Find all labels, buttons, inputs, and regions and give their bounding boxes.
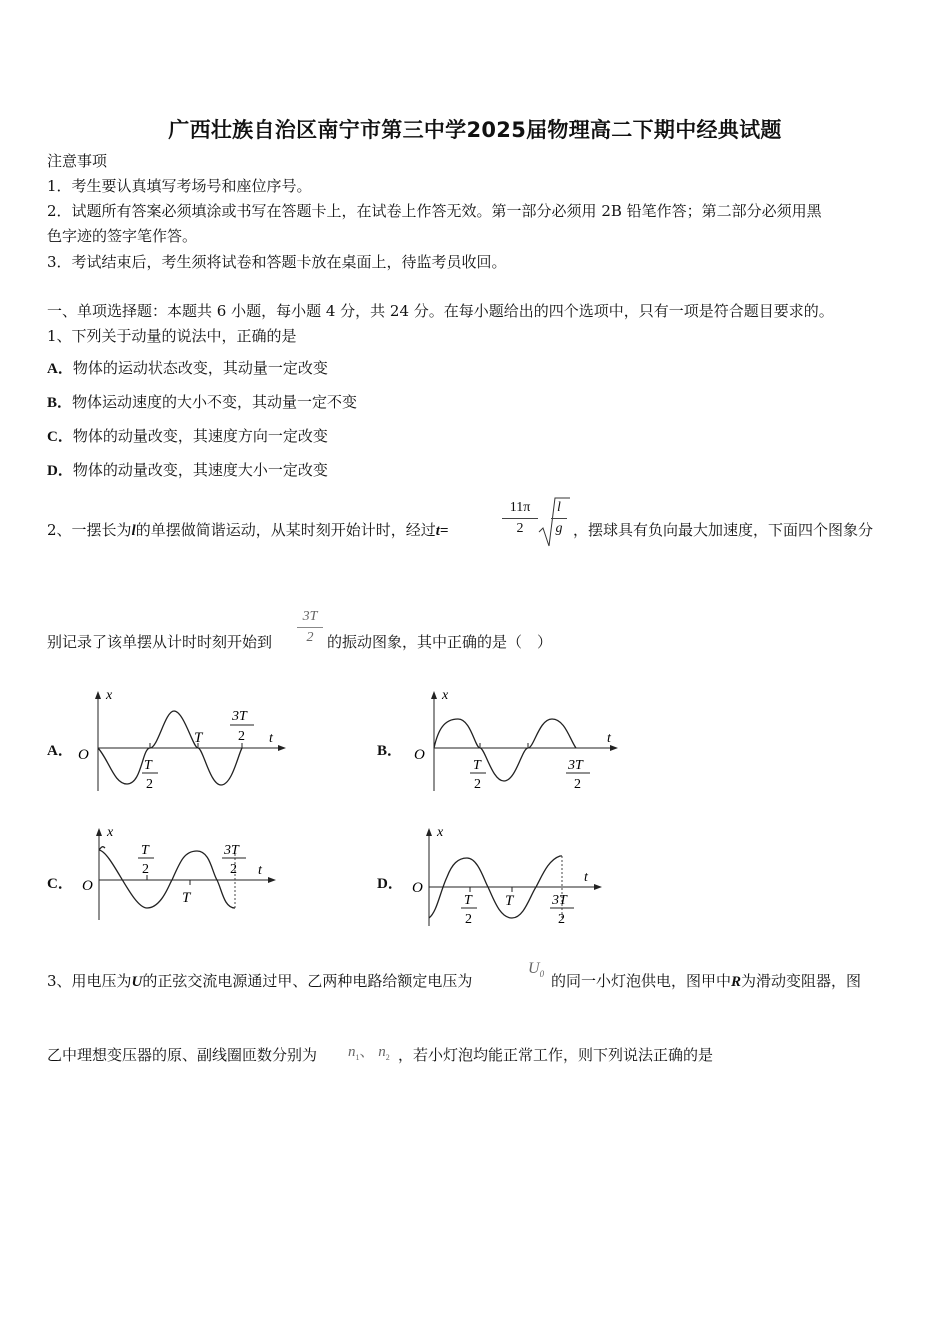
graph-d [402, 822, 612, 932]
q3-stem-line1a [47, 974, 472, 990]
q1-option-a [47, 361, 328, 377]
q2-frac-3t-2 [297, 609, 323, 646]
q2-frac2-den: 2 [306, 630, 314, 645]
graph-b-origin: O [414, 747, 425, 763]
q1-option-b [47, 395, 357, 411]
q3-u0 [528, 960, 544, 979]
graph-c-three-den: 2 [230, 862, 237, 877]
graph-a-label: A． [47, 743, 73, 759]
graph-d-three-den: 2 [558, 912, 565, 927]
graph-c-three-num: 3T [224, 843, 239, 858]
q3-n1-sub: 1 [355, 1053, 360, 1062]
graph-d-origin: O [412, 880, 423, 896]
notice-item-1: 1．考生要认真填写考场号和座位序号。 [47, 177, 312, 195]
graph-b-three-num: 3T [568, 758, 583, 773]
q3-stem-a: 3、用电压为 [47, 972, 132, 990]
graph-d-three-num: 3T [552, 893, 567, 908]
graph-d-t-label: T [505, 893, 514, 909]
graph-b-three-den: 2 [574, 777, 581, 792]
graph-b-yaxis: x [442, 688, 449, 703]
q2-frac-num: 11π [502, 500, 538, 519]
q3-n1-n2 [348, 1040, 390, 1062]
q3-stem-line1b [551, 974, 861, 990]
q1-option-c-label: C． [47, 429, 73, 445]
q2-t-var: t= [435, 523, 449, 539]
graph-a-half-num: T [144, 758, 152, 773]
graph-a-origin: O [78, 747, 89, 763]
notice-item-2-cont: 色字迹的签字笔作答。 [47, 227, 198, 245]
q2-frac2-num: 3T [297, 609, 323, 628]
notice-heading: 注意事项 [47, 152, 108, 170]
q2-l-var: l [131, 523, 136, 539]
page-title: 广西壮族自治区南宁市第三中学2025届物理高二下期中经典试题 [168, 118, 782, 142]
graph-b [408, 685, 628, 795]
q2-line2-b: 的振动图象，其中正确的是（ ） [327, 633, 553, 651]
graph-a-three-den: 2 [238, 729, 245, 744]
q3-u-var: U [131, 974, 143, 990]
graph-b-xaxis: t [607, 731, 611, 746]
graph-d-half-den: 2 [465, 912, 472, 927]
q3-u0-var: U [528, 960, 540, 977]
graph-a-three-num: 3T [232, 709, 247, 724]
q1-option-d [47, 463, 328, 479]
q1-option-c-text: 物体的动量改变，其速度方向一定改变 [72, 427, 328, 445]
graph-c-half-num: T [141, 843, 149, 858]
q1-option-a-text: 物体的运动状态改变，其动量一定改变 [72, 359, 328, 377]
q1-option-a-label: A． [47, 361, 73, 377]
q3-stem-c: 的同一小灯泡供电，图甲中 [551, 972, 732, 990]
graph-c-yaxis: x [107, 825, 114, 840]
graph-b-half-num: T [473, 758, 481, 773]
q3-stem-d: 为滑动变阻器，图 [741, 972, 862, 990]
q3-line2-a: 乙中理想变压器的原、副线圈匝数分别为 [47, 1046, 318, 1064]
q2-stem-c: ，摆球具有负向最大加速度，下面四个图象分 [573, 521, 874, 539]
graph-d-xaxis: t [584, 870, 588, 885]
q2-sqrt-den: g [555, 521, 563, 536]
q3-n2-sub: 2 [385, 1053, 390, 1062]
graph-c-label: C． [47, 876, 73, 892]
graph-a-half-den: 2 [146, 777, 153, 792]
q2-stem-a: 2、一摆长为 [47, 521, 132, 539]
graph-d-half-num: T [464, 893, 472, 908]
q3-line2-b: ，若小灯泡均能正常工作，则下列说法正确的是 [398, 1046, 714, 1064]
q3-n1: n [348, 1044, 356, 1060]
q3-sep: 、 [359, 1044, 375, 1060]
q1-option-d-label: D． [47, 463, 73, 479]
graph-c-origin: O [82, 878, 93, 894]
graph-d-yaxis: x [437, 825, 444, 840]
graph-c-xaxis: t [258, 863, 262, 878]
q1-option-c [47, 429, 328, 445]
q1-option-b-text: 物体运动速度的大小不变，其动量一定不变 [72, 393, 358, 411]
notice-item-3: 3．考试结束后，考生须将试卷和答题卡放在桌面上，待监考员收回。 [47, 253, 507, 271]
notice-item-2: 2．试题所有答案必须填涂或书写在答题卡上，在试卷上作答无效。第一部分必须用 2B 铅笔作答；第二部分必须用黑 [47, 202, 822, 220]
graph-a-t-label: T [194, 730, 203, 746]
graph-b-half-den: 2 [474, 777, 481, 792]
graph-c-curve [99, 850, 235, 908]
graph-c [72, 822, 282, 922]
graph-c-t-label: T [182, 890, 191, 906]
graph-b-curve [434, 719, 576, 781]
q2-sqrt-num: l [551, 500, 567, 519]
q2-frac-11pi-2 [502, 500, 538, 537]
graph-a [72, 685, 292, 795]
q1-option-b-label: B． [47, 395, 73, 411]
q2-stem-line1a [47, 523, 448, 539]
q2-frac-den: 2 [516, 521, 524, 536]
q3-r-var: R [731, 974, 742, 990]
q2-stem-b: 的单摆做简谐运动，从某时刻开始计时，经过 [135, 521, 436, 539]
graph-c-half-den: 2 [142, 862, 149, 877]
graph-b-label: B． [377, 743, 403, 759]
q2-line2-a: 别记录了该单摆从计时时刻开始到 [47, 633, 273, 651]
graph-d-label: D． [377, 876, 403, 892]
q3-n2: n [378, 1044, 386, 1060]
q3-stem-b: 的正弦交流电源通过甲、乙两种电路给额定电压为 [142, 972, 473, 990]
graph-a-yaxis: x [106, 688, 113, 703]
graph-a-xaxis: t [269, 731, 273, 746]
q2-sqrt-frac [551, 500, 567, 537]
q1-option-d-text: 物体的动量改变，其速度大小一定改变 [72, 461, 328, 479]
q3-u0-sub: 0 [539, 969, 545, 980]
section-heading: 一、单项选择题：本题共 6 小题，每小题 4 分，共 24 分。在每小题给出的四个选项中，只有一项是符合题目要求的。 [47, 302, 834, 320]
q1-stem: 1、下列关于动量的说法中，正确的是 [47, 327, 297, 345]
